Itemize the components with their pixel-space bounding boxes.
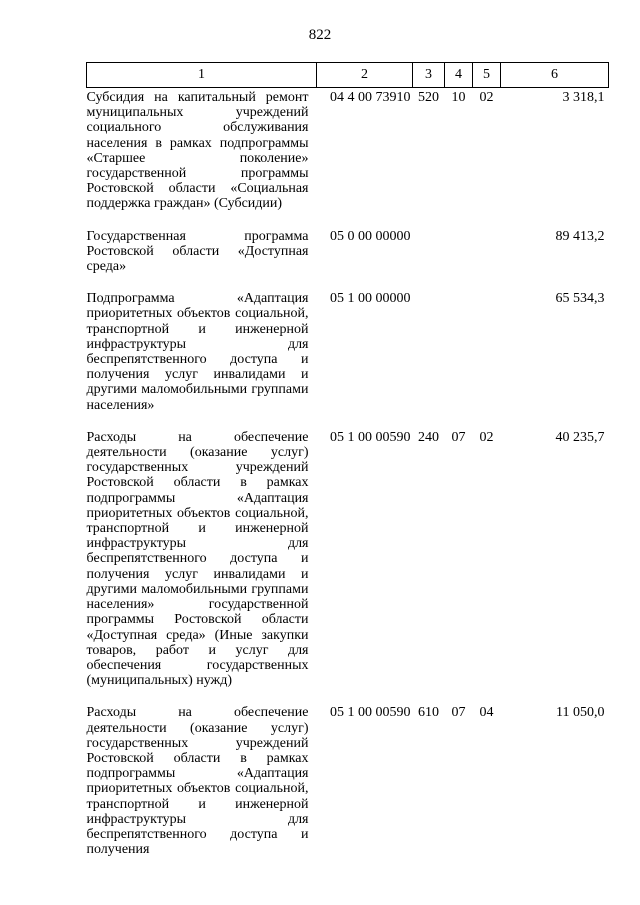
column-header-3: 3	[413, 63, 445, 88]
table-row	[87, 289, 609, 428]
row-col4: 07	[451, 705, 466, 721]
table-row	[87, 88, 609, 227]
row-col4	[445, 227, 473, 290]
row-col5: 02	[479, 90, 494, 105]
row-col5	[473, 289, 501, 428]
table-row	[87, 227, 609, 290]
page-number: 822	[308, 27, 332, 43]
row-amount: 11 050,0	[556, 705, 605, 721]
row-amount: 65 534,3	[555, 291, 605, 307]
row-col3: 520	[418, 90, 439, 105]
row-col4	[445, 289, 473, 428]
row-amount: 3 318,1	[562, 90, 605, 105]
row-col4: 10	[451, 90, 466, 105]
row-col4: 07	[451, 429, 466, 445]
row-col5: 04	[479, 705, 494, 721]
row-name: Подпрограмма «Адаптация приоритетных объектов социальной, транспортной и инженерной инфраструктуры для беспрепятственного доступа и получения услуг инвалидами и другими маломобильными группами населения»	[86, 291, 309, 413]
column-header-1: 1	[87, 63, 317, 88]
row-col3: 610	[418, 705, 439, 721]
row-name: Расходы на обеспечение деятельности (оказание услуг) государственных учреждений Ростовской области в рамках подпрограммы «Адаптация приоритетных объектов социальной, транспортной и инженерной инфраструктуры для беспрепятственного доступа и получения	[86, 705, 309, 858]
row-col3: 240	[418, 429, 439, 445]
table-row	[87, 428, 609, 703]
row-col3	[413, 227, 445, 290]
row-name: Расходы на обеспечение деятельности (оказание услуг) государственных учреждений Ростовской области в рамках подпрограммы «Адаптация приоритетных объектов социальной, транспортной и инженерной инфраструктуры для беспрепятственного доступа и получения услуг инвалидами и другими маломобильными группами населения» государственной программы Ростовской области «Доступная среда» (Иные закупки товаров, работ и услуг для обеспечения государственных (муниципальных) нужд)	[86, 429, 309, 689]
table-header-row	[87, 63, 609, 88]
row-code: 05 1 00 00590	[330, 705, 411, 721]
row-col5: 02	[479, 429, 494, 445]
row-amount: 40 235,7	[555, 429, 605, 445]
column-header-4: 4	[445, 63, 473, 88]
row-col3	[413, 289, 445, 428]
budget-table	[86, 62, 609, 872]
column-header-5: 5	[473, 63, 501, 88]
column-header-6: 6	[501, 63, 609, 88]
row-amount: 89 413,2	[555, 228, 605, 244]
row-code: 04 4 00 73910	[330, 90, 411, 105]
row-name: Субсидия на капитальный ремонт муниципальных учреждений социального обслуживания населения в рамках подпрограммы «Старшее поколение» государственной программы Ростовской области «Социальная поддержка граждан» (Субсидии)	[86, 90, 309, 212]
row-col5	[473, 227, 501, 290]
row-code: 05 0 00 00000	[330, 228, 411, 244]
column-header-2: 2	[317, 63, 413, 88]
row-name: Государственная программа Ростовской области «Доступная среда»	[86, 228, 309, 275]
row-code: 05 1 00 00000	[330, 291, 411, 307]
row-code: 05 1 00 00590	[330, 429, 411, 445]
table-row	[87, 703, 609, 872]
